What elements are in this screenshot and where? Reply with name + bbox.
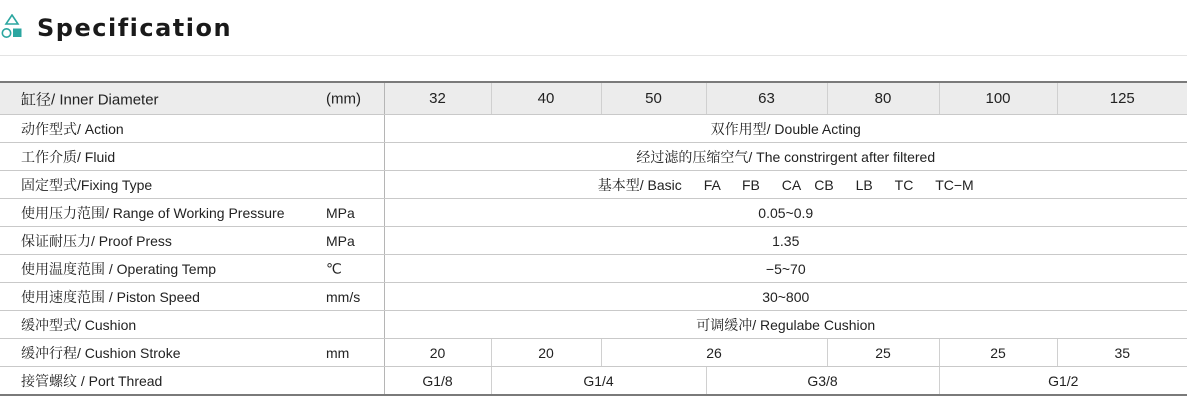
table-row-action	[0, 115, 1187, 143]
operating-temp-value: −5~70	[384, 255, 1187, 283]
row-unit: mm	[326, 344, 350, 361]
row-unit: MPa	[326, 204, 355, 221]
action-value: 双作用型/ Double Acting	[384, 115, 1187, 143]
row-label: 动作型式/ Action	[21, 120, 124, 137]
row-label: 固定型式/Fixing Type	[21, 176, 153, 193]
fixing-type-values	[384, 171, 1187, 199]
table-row-piston-speed	[0, 283, 1187, 311]
row-unit: (mm)	[326, 90, 361, 107]
row-unit: mm/s	[326, 288, 361, 305]
port-thread-value: G3/8	[706, 367, 939, 396]
table-row-fixing-type	[0, 171, 1187, 199]
row-label: 缸径/ Inner Diameter	[21, 91, 159, 108]
table-row-operating-temp	[0, 255, 1187, 283]
table-row-proof-press	[0, 227, 1187, 255]
row-label-cell	[0, 115, 384, 143]
fluid-value: 经过滤的压缩空气/ The constrirgent after filtered	[384, 143, 1187, 171]
row-label-cell	[0, 311, 384, 339]
port-thread-value: G1/4	[491, 367, 706, 396]
cushion-stroke-value: 26	[601, 339, 827, 367]
row-label-cell	[0, 199, 384, 227]
row-label: 使用压力范围/ Range of Working Pressure	[21, 204, 285, 221]
fixing-type-item: TC−M	[935, 176, 974, 193]
table-row-fluid	[0, 143, 1187, 171]
row-unit: MPa	[326, 232, 355, 249]
section-header	[0, 0, 1187, 56]
row-label: 使用温度范围 / Operating Temp	[21, 260, 217, 277]
row-label: 工作介质/ Fluid	[21, 148, 116, 165]
row-label-cell	[0, 255, 384, 283]
port-thread-value: G1/2	[939, 367, 1187, 396]
table-row-inner-diameter	[0, 82, 1187, 115]
row-label: 缓冲型式/ Cushion	[21, 316, 137, 333]
row-label-cell	[0, 227, 384, 255]
port-thread-value: G1/8	[384, 367, 491, 396]
fixing-type-item: 基本型/ Basic	[597, 176, 682, 193]
diameter-value: 125	[1057, 82, 1187, 115]
section-title: Specification	[37, 14, 233, 42]
table-row-cushion-stroke	[0, 339, 1187, 367]
row-label: 接管螺纹 / Port Thread	[21, 372, 163, 389]
cushion-stroke-value: 25	[939, 339, 1057, 367]
table-row-cushion	[0, 311, 1187, 339]
row-unit: ℃	[326, 260, 342, 276]
fixing-type-item: FB	[741, 176, 760, 193]
cushion-stroke-value: 25	[827, 339, 939, 367]
fixing-type-item: FA	[703, 176, 721, 193]
diameter-value: 50	[601, 82, 706, 115]
fixing-type-item: LB	[855, 176, 873, 193]
cushion-value: 可调缓冲/ Regulabe Cushion	[384, 311, 1187, 339]
piston-speed-value: 30~800	[384, 283, 1187, 311]
diameter-value: 80	[827, 82, 939, 115]
row-label-cell	[0, 171, 384, 199]
diameter-value: 100	[939, 82, 1057, 115]
table-row-port-thread	[0, 367, 1187, 396]
fixing-type-item: CB	[814, 176, 834, 193]
proof-press-value: 1.35	[384, 227, 1187, 255]
specification-table	[0, 81, 1187, 396]
diameter-value: 40	[491, 82, 601, 115]
cushion-stroke-value: 20	[491, 339, 601, 367]
row-label-cell	[0, 367, 384, 396]
cushion-stroke-value: 20	[384, 339, 491, 367]
row-label: 缓冲行程/ Cushion Stroke	[21, 344, 181, 361]
pressure-value: 0.05~0.9	[384, 199, 1187, 227]
row-label: 保证耐压力/ Proof Press	[21, 232, 172, 249]
row-label: 使用速度范围 / Piston Speed	[21, 288, 200, 305]
fixing-type-item: TC	[894, 176, 914, 193]
diameter-value: 32	[384, 82, 491, 115]
row-label-cell	[0, 283, 384, 311]
row-label-cell	[0, 143, 384, 171]
row-label-cell	[0, 339, 384, 367]
triangle-circle-square-icon	[1, 14, 23, 40]
table-row-working-pressure	[0, 199, 1187, 227]
diameter-value: 63	[706, 82, 827, 115]
fixing-type-item: CA	[781, 176, 801, 193]
cushion-stroke-value: 35	[1057, 339, 1187, 367]
row-label-cell	[0, 82, 384, 115]
